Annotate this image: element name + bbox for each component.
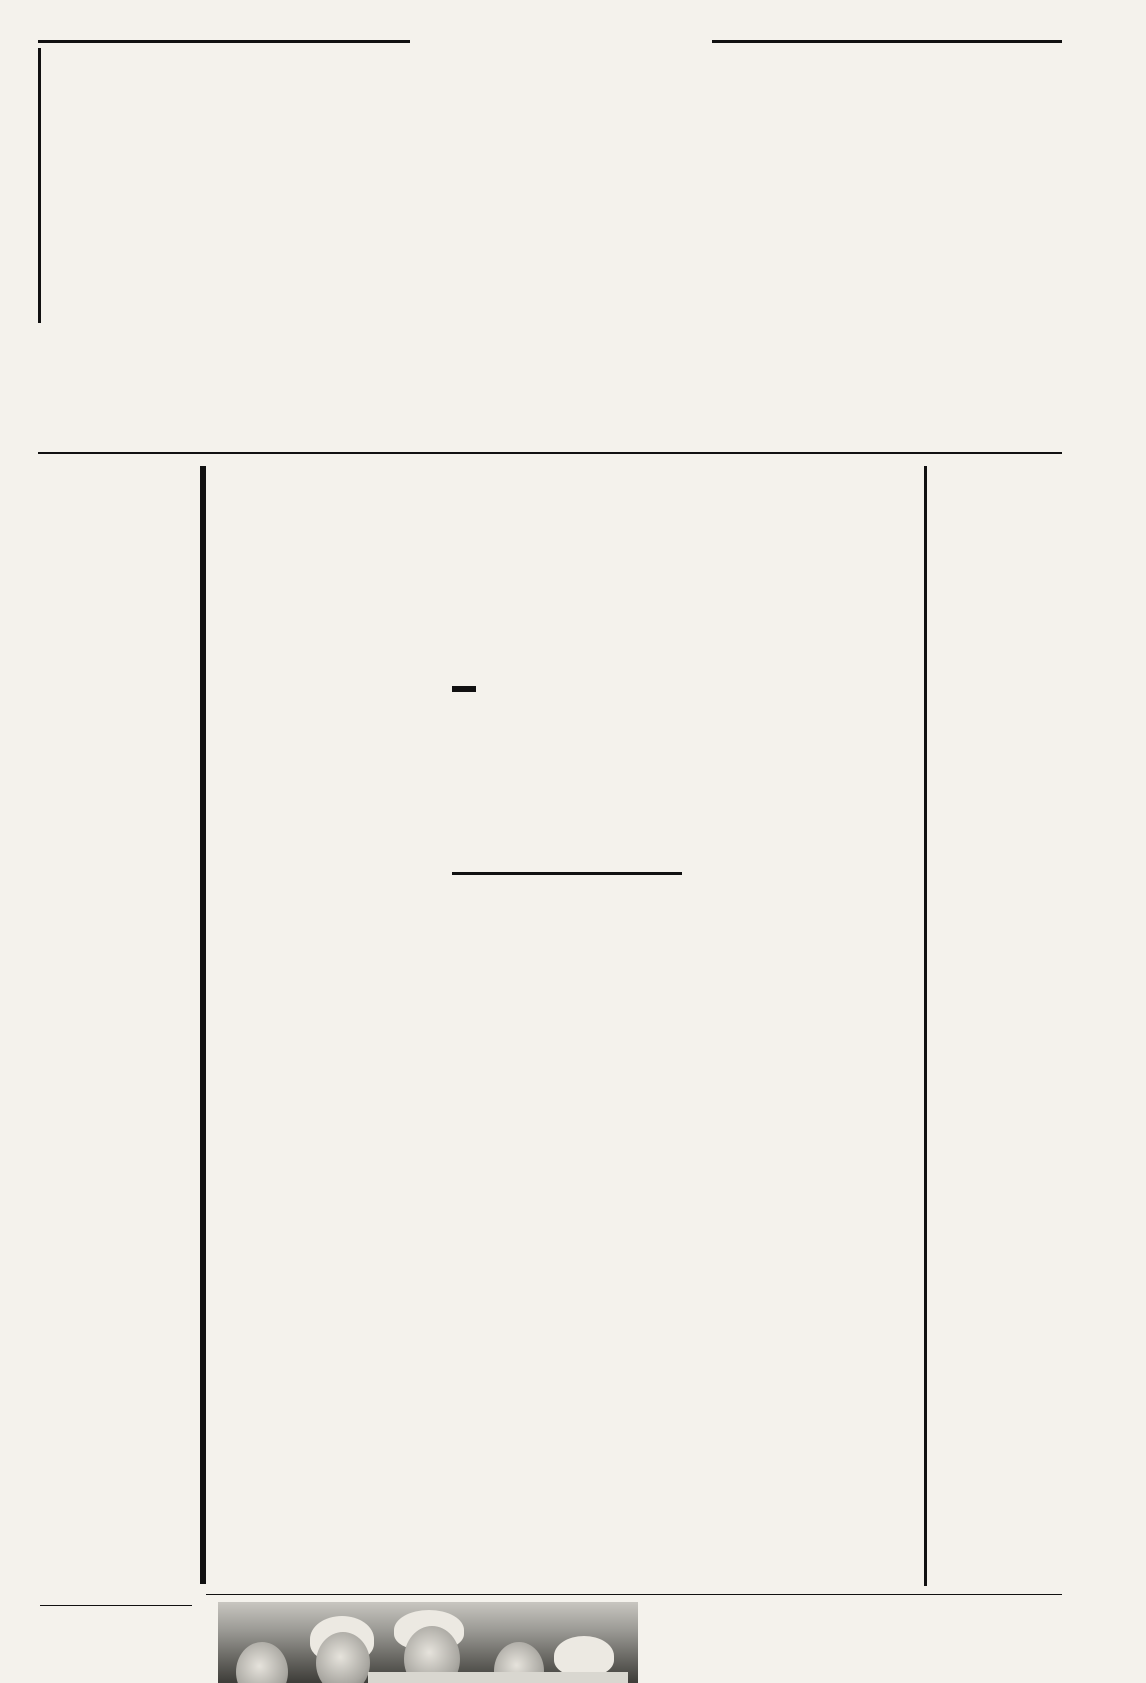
photo-figure-1 [236, 1642, 288, 1683]
holiday-left-bar [924, 466, 927, 1586]
top-col-2 [218, 122, 388, 445]
vietnam-text [40, 578, 190, 1548]
photo-top-rule [206, 1594, 1062, 1595]
top-rule-right [712, 40, 1062, 43]
top-col-1 [38, 348, 210, 444]
khoz-kicker-bar-left [452, 686, 476, 692]
photo-figure-7 [554, 1636, 614, 1676]
top-lead [48, 48, 210, 326]
khoz-col-2-bottom [452, 880, 682, 1580]
vietnam-footer-rule [40, 1605, 192, 1606]
textile-workers-photo [218, 1602, 638, 1683]
khoz-col-2-top [452, 460, 682, 672]
lead-bar [38, 48, 41, 323]
top-col-5 [752, 122, 918, 445]
holiday-text [934, 556, 1062, 1536]
top-col-3 [396, 122, 566, 445]
top-rule-left [38, 40, 410, 43]
section-divider [38, 452, 1062, 454]
top-col-4 [574, 122, 744, 445]
photo-loom [368, 1672, 628, 1683]
khoz-col-3 [690, 460, 918, 1540]
khoz-headline-rule [452, 872, 682, 875]
top-col-6 [926, 56, 1062, 445]
khoz-col-1 [214, 466, 444, 1580]
vietnam-right-bar [200, 466, 206, 1584]
